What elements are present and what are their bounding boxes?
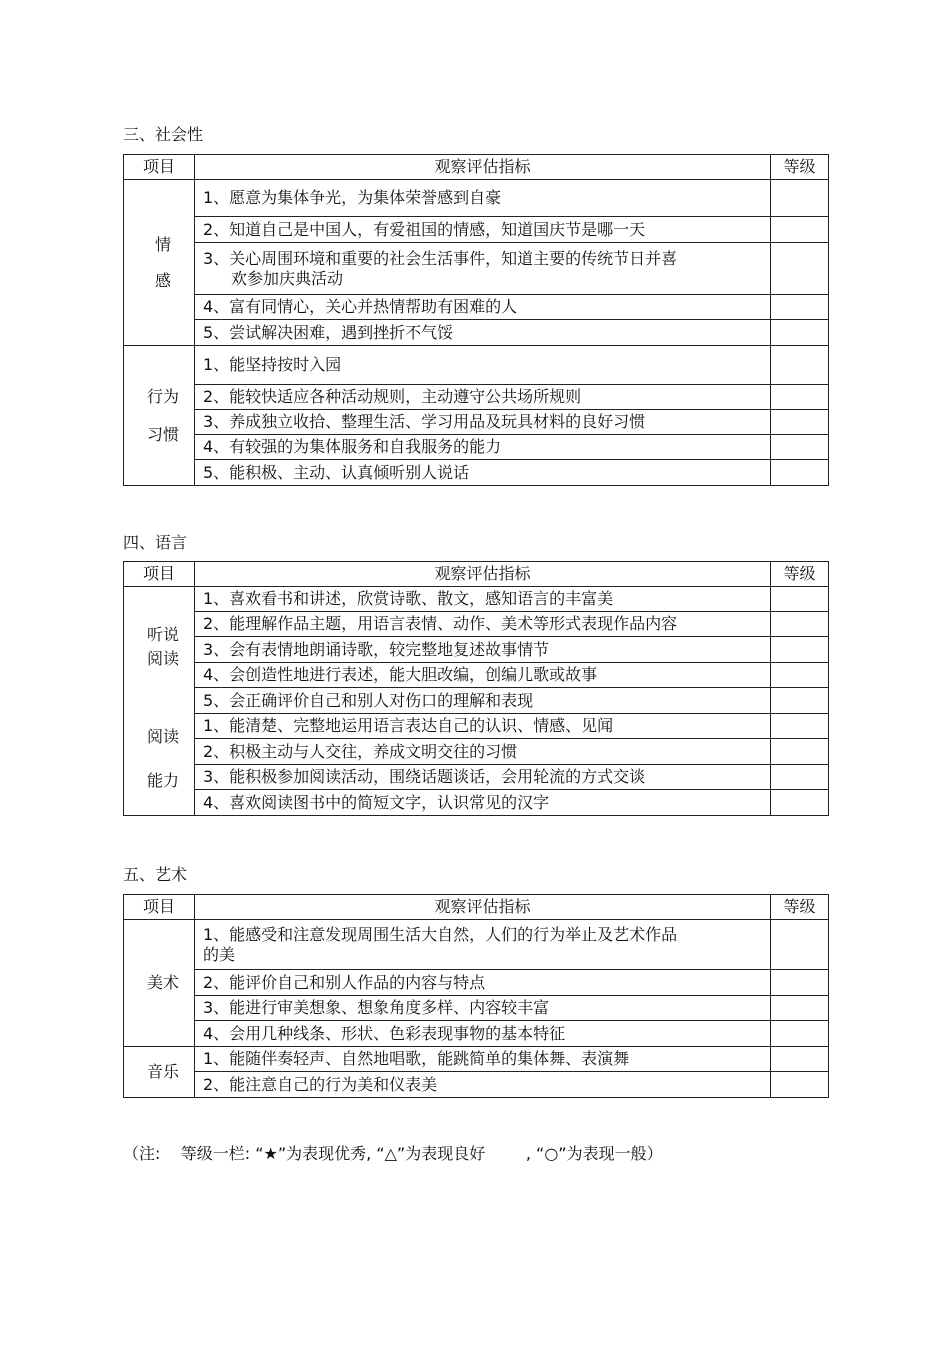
indicator-cell: 1、能清楚、完整地运用语言表达自己的认识、情感、见闻	[195, 714, 771, 739]
table-row	[124, 1047, 829, 1072]
header-indicator: 观察评估指标	[195, 895, 771, 920]
header-item: 项目	[124, 155, 195, 180]
art-table	[123, 894, 829, 1098]
section-title-art: 五、艺术	[123, 865, 188, 884]
indicator-cell: 1、喜欢看书和讲述，欣赏诗歌、散文，感知语言的丰富美	[195, 587, 771, 612]
indicator-text-cont: 的美	[203, 944, 236, 964]
indicator-cell: 1、愿意为集体争光，为集体荣誉感到自豪	[195, 180, 771, 217]
category-emotion	[124, 180, 195, 346]
section-title-social: 三、社会性	[123, 125, 204, 144]
grade-cell[interactable]	[771, 243, 829, 295]
grade-cell[interactable]	[771, 295, 829, 320]
table-row	[124, 587, 829, 612]
table-row	[124, 435, 829, 460]
indicator-cell: 2、知道自己是中国人，有爱祖国的情感，知道国庆节是哪一天	[195, 217, 771, 243]
indicator-text: 1、能感受和注意发现周围生活大自然，人们的行为举止及艺术作品	[203, 924, 678, 944]
indicator-cell: 4、会用几种线条、形状、色彩表现事物的基本特征	[195, 1021, 771, 1047]
table-row	[124, 612, 829, 637]
header-item: 项目	[124, 562, 195, 587]
table-row	[124, 1072, 829, 1098]
category-habits	[124, 346, 195, 486]
category-text: 阅读	[146, 649, 179, 668]
table-row	[124, 180, 829, 217]
grade-cell[interactable]	[771, 180, 829, 217]
grade-cell[interactable]	[771, 320, 829, 346]
grade-cell[interactable]	[771, 970, 829, 996]
table-row	[124, 663, 829, 688]
category-text: 听说	[146, 625, 179, 644]
table-row	[124, 920, 829, 970]
grade-cell[interactable]	[771, 1072, 829, 1098]
table-row	[124, 688, 829, 714]
indicator-cell: 1、能随伴奏轻声、自然地唱歌，能跳简单的集体舞、表演舞	[195, 1047, 771, 1072]
indicator-cell: 3、养成独立收拾、整理生活、学习用品及玩具材料的良好习惯	[195, 410, 771, 435]
category-text: 阅读	[146, 727, 179, 746]
header-item: 项目	[124, 895, 195, 920]
grade-cell[interactable]	[771, 587, 829, 612]
grade-cell[interactable]	[771, 663, 829, 688]
table-row	[124, 1021, 829, 1047]
header-indicator: 观察评估指标	[195, 562, 771, 587]
grade-cell[interactable]	[771, 688, 829, 714]
table-row	[124, 790, 829, 816]
category-text: 情	[154, 234, 171, 254]
category-text: 能力	[146, 771, 179, 790]
category-music	[124, 1047, 195, 1098]
table-row	[124, 217, 829, 243]
table-header-row	[124, 562, 829, 587]
indicator-text: 3、关心周围环境和重要的社会生活事件，知道主要的传统节日并喜	[203, 248, 678, 268]
indicator-cell: 3、能进行审美想象、想象角度多样、内容较丰富	[195, 996, 771, 1021]
grade-cell[interactable]	[771, 637, 829, 663]
table-row	[124, 765, 829, 790]
table-row	[124, 320, 829, 346]
indicator-cell: 3、会有表情地朗诵诗歌，较完整地复述故事情节	[195, 637, 771, 663]
indicator-cell: 2、能注意自己的行为美和仪表美	[195, 1072, 771, 1098]
indicator-text-cont: 欢参加庆典活动	[231, 268, 344, 288]
grade-cell[interactable]	[771, 612, 829, 637]
table-row	[124, 996, 829, 1021]
header-grade: 等级	[771, 155, 829, 180]
grade-cell[interactable]	[771, 765, 829, 790]
table-row	[124, 714, 829, 739]
table-header-row	[124, 155, 829, 180]
indicator-cell: 3、能积极参加阅读活动，围绕话题谈话，会用轮流的方式交谈	[195, 765, 771, 790]
table-header-row	[124, 895, 829, 920]
category-text: 习惯	[146, 424, 179, 444]
indicator-cell: 5、能积极、主动、认真倾听别人说话	[195, 460, 771, 486]
indicator-cell: 2、积极主动与人交往，养成文明交往的习惯	[195, 739, 771, 765]
table-row	[124, 460, 829, 486]
grade-cell[interactable]	[771, 739, 829, 765]
indicator-cell	[195, 920, 771, 970]
grade-cell[interactable]	[771, 996, 829, 1021]
table-row	[124, 739, 829, 765]
section-title-language: 四、语言	[123, 533, 188, 552]
indicator-cell: 4、有较强的为集体服务和自我服务的能力	[195, 435, 771, 460]
grade-cell[interactable]	[771, 460, 829, 486]
grading-note: （注: 等级一栏: “★”为表现优秀, “△”为表现良好 , “○”为表现一般）	[123, 1144, 663, 1163]
table-row	[124, 385, 829, 410]
table-row	[124, 410, 829, 435]
indicator-cell: 2、能评价自己和别人作品的内容与特点	[195, 970, 771, 996]
grade-cell[interactable]	[771, 790, 829, 816]
table-row	[124, 637, 829, 663]
category-text: 音乐	[146, 1062, 179, 1081]
grade-cell[interactable]	[771, 1021, 829, 1047]
table-row	[124, 243, 829, 295]
grade-cell[interactable]	[771, 1047, 829, 1072]
header-grade: 等级	[771, 895, 829, 920]
table-row	[124, 970, 829, 996]
indicator-cell: 4、会创造性地进行表述，能大胆改编，创编儿歌或故事	[195, 663, 771, 688]
grade-cell[interactable]	[771, 920, 829, 970]
grade-cell[interactable]	[771, 346, 829, 385]
grade-cell[interactable]	[771, 385, 829, 410]
social-table	[123, 154, 829, 486]
grade-cell[interactable]	[771, 714, 829, 739]
table-row	[124, 346, 829, 385]
header-indicator: 观察评估指标	[195, 155, 771, 180]
grade-cell[interactable]	[771, 410, 829, 435]
indicator-cell: 4、喜欢阅读图书中的简短文字，认识常见的汉字	[195, 790, 771, 816]
indicator-cell: 1、能坚持按时入园	[195, 346, 771, 385]
table-row	[124, 295, 829, 320]
indicator-cell: 4、富有同情心，关心并热情帮助有困难的人	[195, 295, 771, 320]
indicator-cell: 5、尝试解决困难，遇到挫折不气馁	[195, 320, 771, 346]
category-listening-reading	[124, 587, 195, 816]
category-text: 美术	[146, 973, 179, 992]
indicator-cell: 2、能较快适应各种活动规则，主动遵守公共场所规则	[195, 385, 771, 410]
language-table	[123, 561, 829, 816]
grade-cell[interactable]	[771, 217, 829, 243]
grade-cell[interactable]	[771, 435, 829, 460]
indicator-cell	[195, 243, 771, 295]
category-text: 感	[154, 270, 171, 290]
header-grade: 等级	[771, 562, 829, 587]
category-text: 行为	[146, 386, 179, 406]
category-fine-art	[124, 920, 195, 1047]
indicator-cell: 2、能理解作品主题，用语言表情、动作、美术等形式表现作品内容	[195, 612, 771, 637]
indicator-cell: 5、会正确评价自己和别人对伤口的理解和表现	[195, 688, 771, 714]
